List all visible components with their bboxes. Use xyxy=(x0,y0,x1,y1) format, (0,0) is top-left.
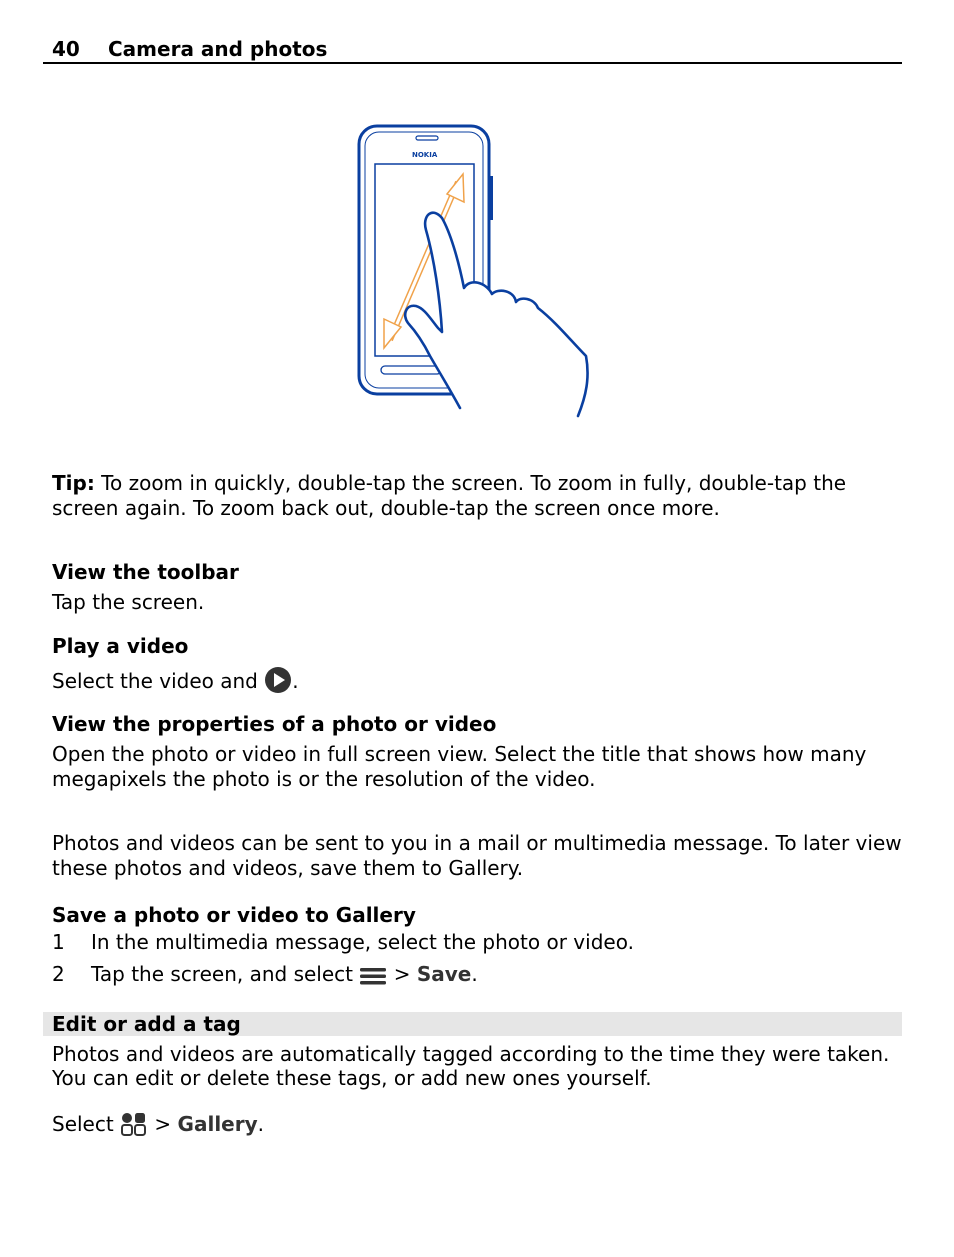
tag-select-instruction xyxy=(52,1111,264,1143)
properties-line-2: megapixels the photo is or the resolution of the video. xyxy=(52,767,596,791)
phone-side-key xyxy=(489,176,493,220)
save-action: Save xyxy=(416,962,472,986)
menu-icon xyxy=(359,965,387,993)
step-text: Tap the screen, and select xyxy=(91,962,360,986)
select-text: Select xyxy=(52,1112,121,1136)
chapter-title: Camera and photos xyxy=(108,37,328,61)
step-number: 2 xyxy=(52,962,65,986)
pinch-zoom-illustration xyxy=(350,118,600,427)
tip-line-1: To zoom in quickly, double-tap the screen. To zoom in fully, double-tap the xyxy=(94,471,847,495)
tip-label: Tip: xyxy=(52,471,95,495)
select-end: . xyxy=(257,1112,264,1136)
play-body-end: . xyxy=(292,669,299,693)
save-step-1 xyxy=(52,930,634,955)
tag-heading: Edit or add a tag xyxy=(52,1012,241,1036)
received-line-2: these photos and videos, save them to Gallery. xyxy=(52,856,524,880)
select-separator: > xyxy=(148,1112,178,1136)
play-heading: Play a video xyxy=(52,634,189,658)
tag-line-1: Photos and videos are automatically tagged according to the time they were taken. xyxy=(52,1042,890,1066)
page-number: 40 xyxy=(52,37,80,61)
properties-heading: View the properties of a photo or video xyxy=(52,712,497,736)
tip-paragraph xyxy=(52,471,846,496)
tag-line-2: You can edit or delete these tags, or add new ones yourself. xyxy=(52,1066,652,1090)
step-number: 1 xyxy=(52,930,65,954)
play-body-text: Select the video and xyxy=(52,669,265,693)
toolbar-body: Tap the screen. xyxy=(52,590,205,614)
properties-line-1: Open the photo or video in full screen view. Select the title that shows how many xyxy=(52,742,867,766)
toolbar-heading: View the toolbar xyxy=(52,560,239,584)
save-heading: Save a photo or video to Gallery xyxy=(52,903,416,927)
step-end: . xyxy=(471,962,478,986)
play-circle-icon xyxy=(264,666,292,700)
step-separator: > xyxy=(387,962,417,986)
phone-brand-logo: NOKIA xyxy=(412,151,438,159)
phone-hand-illustration xyxy=(350,118,600,423)
section-band xyxy=(43,1012,902,1036)
page-header xyxy=(43,36,902,64)
step-text: In the multimedia message, select the photo or video. xyxy=(91,930,634,954)
received-line-1: Photos and videos can be sent to you in a mail or multimedia message. To later view xyxy=(52,831,902,855)
tip-line-2: screen again. To zoom back out, double-tap the screen once more. xyxy=(52,496,720,520)
play-body xyxy=(52,666,299,700)
apps-grid-icon xyxy=(120,1111,148,1143)
gallery-link: Gallery xyxy=(177,1112,258,1136)
save-step-2 xyxy=(52,962,478,993)
